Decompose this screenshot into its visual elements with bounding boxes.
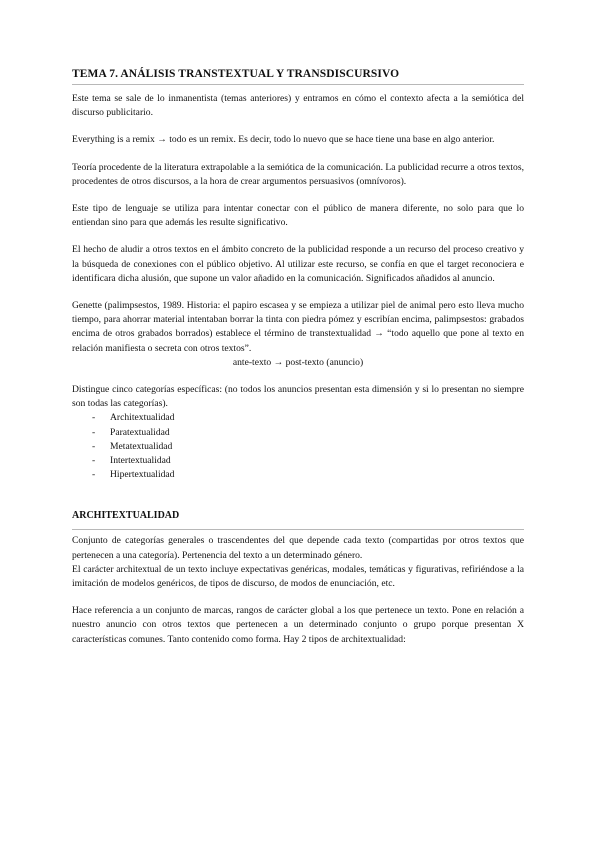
section-divider xyxy=(72,529,524,530)
paragraph-arch-def: Conjunto de categorías generales o trascendentes del que depende cada texto (compartidas por otros textos que pertenecen a una categoría). Pertenencia del texto a un determinado género. xyxy=(72,535,524,561)
paragraph-intro: Este tema se sale de lo inmanentista (temas anteriores) y entramos en cómo el contexto afecta a la semiótica del discurso publicitario. xyxy=(72,93,524,119)
paragraph-arch-marks: Hace referencia a un conjunto de marcas, rangos de carácter global a los que pertenece un texto. Pone en relación a nuestro anuncio con otros textos que pertenecen a un determinado conjunto o grupo porque presentan X características comunes. Tanto contenido como forma. Hay 2 tipos de architextualidad: xyxy=(72,605,524,645)
list-item: - Intertextualidad xyxy=(92,455,171,467)
list-item: - Paratextualidad xyxy=(92,426,170,438)
list-item: - Hipertextualidad xyxy=(92,469,175,481)
paragraph-arch-character: El carácter architextual de un texto incluye expectativas genéricas, modales, temáticas y figurativas, refiriéndose a la imitación de modelos genéricos, de tipos de discurso, de modos de enunciación, etc. xyxy=(72,563,524,590)
paragraph-language: Este tipo de lenguaje se utiliza para intentar conectar con el público de manera diferente, no solo para que lo entiendan sino para que además les resulte significativo. xyxy=(72,203,524,229)
page-title: TEMA 7. ANÁLISIS TRANSTEXTUAL Y TRANSDISCURSIVO xyxy=(72,68,400,80)
paragraph-categories: Distingue cinco categorías específicas: (no todos los anuncios presentan esta dimensión y si lo presentan no siempre son todas las categorías). xyxy=(72,384,524,410)
category-list xyxy=(72,411,524,482)
paragraph-allusion: El hecho de aludir a otros textos en el ámbito concreto de la publicidad responde a un recurso del proceso creativo y la búsqueda de conexiones con el público objetivo. Al utilizar este recurso, se confía en que el target reconociera e identificara dicha alusión, que supone un valor añadido en la comunicación. Significados añadidos al anuncio. xyxy=(72,244,524,284)
paragraph-remix: Everything is a remix → todo es un remix. Es decir, todo lo nuevo que se hace tiene una base en algo anterior. xyxy=(72,134,495,146)
paragraph-ante-post: ante-texto → post-texto (anuncio) xyxy=(232,356,364,368)
list-item: - Metatextualidad xyxy=(92,440,173,452)
paragraph-theory: Teoría procedente de la literatura extrapolable a la semiótica de la comunicación. La publicidad recurre a otros textos, procedentes de otros discursos, a la hora de crear argumentos persuasivos (omnívoros). xyxy=(72,161,524,187)
section-heading-architextualidad: ARCHITEXTUALIDAD xyxy=(72,510,180,522)
list-item: - Architextualidad xyxy=(92,412,175,424)
document-page xyxy=(72,68,524,647)
title-divider xyxy=(72,84,524,85)
paragraph-genette: Genette (palimpsestos, 1989. Historia: el papiro escasea y se empieza a utilizar piel de animal pero esto lleva mucho tiempo, para ahorrar material intentaban borrar la tinta con piedra pómez y escribían encima, palimpsestos: grabados encima de otros grabados borrados) establece el término de transtextualidad → “todo aquello que pone al texto en relación manifiesta o secreta con otros textos”. xyxy=(72,300,524,354)
